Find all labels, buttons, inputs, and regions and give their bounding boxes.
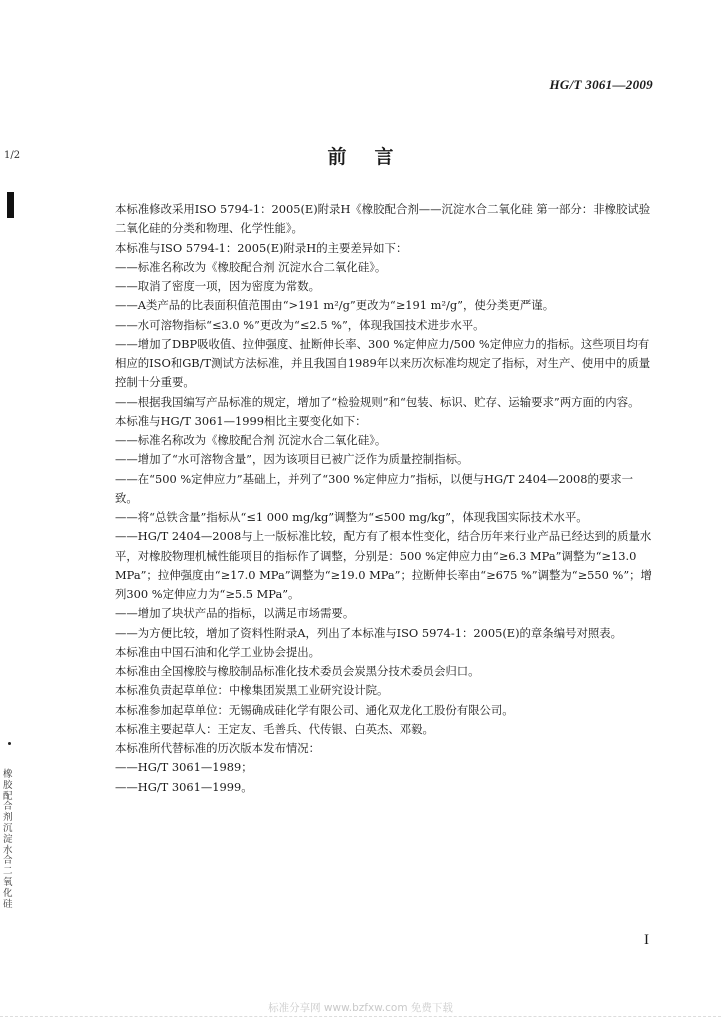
paragraph: 本标准由全国橡胶与橡胶制品标准化技术委员会炭黑分技术委员会归口。 — [115, 664, 480, 678]
list-item: ——标准名称改为《橡胶配合剂 沉淀水合二氧化硅》。 — [115, 433, 387, 447]
paragraph: 本标准主要起草人：王定友、毛善兵、代传银、白英杰、邓毅。 — [115, 721, 434, 736]
paragraph: 本标准所代替标准的历次版本发布情况： — [115, 741, 321, 755]
list-item: ——水可溶物指标“≤3.0 %”更改为“≤2.5 %”，体现我国技术进步水平。 — [115, 317, 485, 332]
paragraph: 本标准与HG/T 3061—1999相比主要变化如下： — [115, 413, 367, 428]
list-item: ——增加了“水可溶物含量”，因为该项目已被广泛作为质量控制指标。 — [115, 452, 469, 467]
paragraph: 本标准参加起草单位：无锡确成硅化学有限公司、通化双龙化工股份有限公司。 — [115, 702, 514, 717]
margin-side-title: 橡胶配合剂 沉淀水合二氧化硅 — [3, 769, 13, 910]
list-item: ——HG/T 2404—2008与上一版标准比较，配方有了根本性变化，结合历年来行业产品已经达到的质量水平，对橡胶物理机械性能项目的指标作了调整，分别是：500 %定伸应力由“≥6.3 MPa”调整为“≥13.0 MPa”；拉伸强度由“≥17.0 MPa”调整为“≥19.0 MPa”；拉断伸长率由“≥675 %”调整为“≥550 %”；增列300 %定伸应力为“≥5.5 MPa”。 — [115, 529, 652, 601]
list-item: ——在“500 %定伸应力”基础上，并列了“300 %定伸应力”指标，以便与HG/T 2404—2008的要求一致。 — [115, 471, 634, 505]
footer-watermark[interactable]: 标准分享网 www.bzfxw.com 免费下载 — [268, 1002, 453, 1014]
list-item: ——根据我国编写产品标准的规定，增加了“检验规则”和“包装、标识、贮存、运输要求”两方面的内容。 — [115, 394, 640, 409]
list-item: ——A类产品的比表面积值范围由“>191 m²/g”更改为“≥191 m²/g”，使分类更严谨。 — [115, 298, 555, 313]
margin-fold-mark: 1/2 — [4, 150, 21, 161]
list-item: ——标准名称改为《橡胶配合剂 沉淀水合二氧化硅》。 — [115, 259, 387, 274]
list-item: ——HG/T 3061—1989； — [115, 760, 253, 775]
paragraph: 本标准修改采用ISO 5794-1：2005(E)附录H《橡胶配合剂——沉淀水合二氧化硅 第一部分：非橡胶试验 二氧化硅的分类和物理、化学性能》。 — [115, 202, 651, 236]
paragraph: 本标准负责起草单位：中橡集团炭黑工业研究设计院。 — [115, 683, 389, 698]
page-title: 前言 — [327, 146, 422, 168]
footer-divider — [0, 1016, 721, 1017]
standard-code: HG/T 3061—2009 — [549, 77, 653, 92]
list-item: ——HG/T 3061—1999。 — [115, 779, 253, 794]
paragraph: 本标准由中国石油和化学工业协会提出。 — [115, 644, 321, 659]
page-number: I — [644, 932, 649, 948]
paragraph: 本标准与ISO 5794-1：2005(E)附录H的主要差异如下： — [115, 240, 408, 255]
list-item: ——增加了块状产品的指标，以满足市场需要。 — [115, 606, 355, 621]
list-item: ——将“总铁含量”指标从“≤1 000 mg/kg”调整为“≤500 mg/kg”，体现我国实际技术水平。 — [115, 510, 588, 524]
list-item: ——取消了密度一项，因为密度为常数。 — [115, 279, 321, 293]
margin-dot — [8, 742, 11, 745]
list-item: ——为方便比较，增加了资料性附录A，列出了本标准与ISO 5974-1：2005(E)的章条编号对照表。 — [115, 625, 623, 640]
foreword-body — [115, 200, 655, 797]
binding-mark — [7, 192, 14, 218]
list-item: ——增加了DBP吸收值、拉伸强度、扯断伸长率、300 %定伸应力/500 %定伸应力的指标。这些项目均有相应的ISO和GB/T测试方法标准，并且我国自1989年以来历次标准均规定了指标，对生产、使用中的质量控制十分重要。 — [115, 336, 651, 390]
